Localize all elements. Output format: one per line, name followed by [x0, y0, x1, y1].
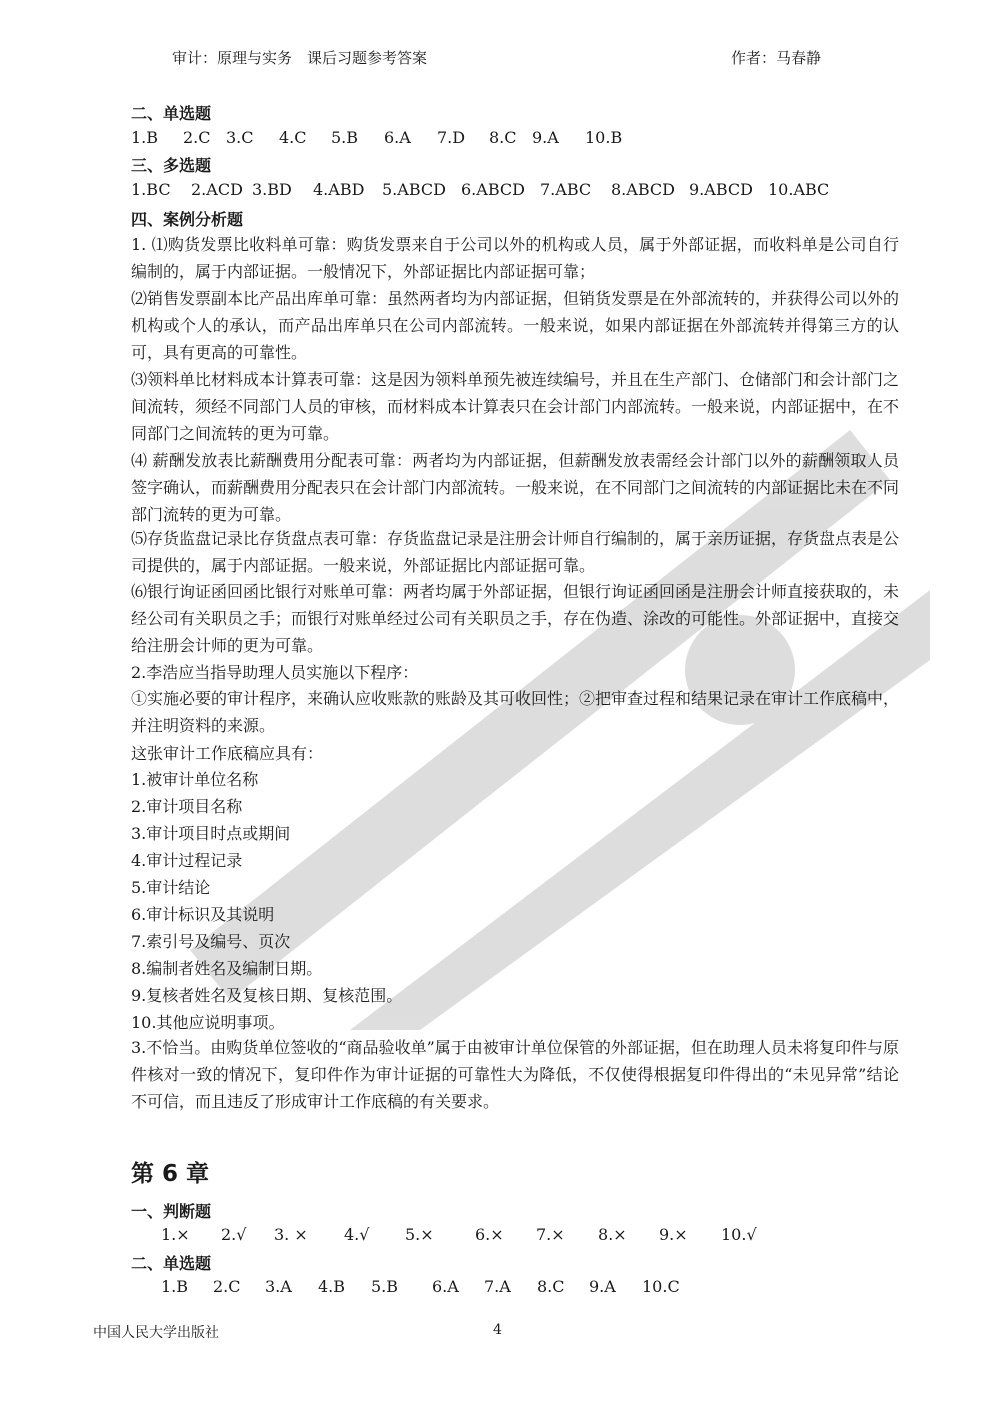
case-question-2-intro: 2.李浩应当指导助理人员实施以下程序：: [131, 663, 419, 682]
answer-item: 9.ABCD: [689, 180, 753, 199]
list-item: 4.审计过程记录: [131, 851, 243, 870]
answer-item: 3.BD: [252, 180, 292, 199]
footer-publisher: 中国人民大学出版社: [93, 1325, 219, 1341]
answer-item: 2.C: [183, 128, 211, 147]
section-heading-single-choice: 二、单选题: [131, 104, 212, 123]
answer-item: 7.A: [484, 1277, 511, 1296]
answer-item: 8.×: [598, 1225, 627, 1244]
answer-item: 1.B: [131, 128, 159, 147]
page-header-author: 作者：马春静: [731, 49, 822, 67]
answer-item: 3.A: [265, 1277, 292, 1296]
answer-item: 7.×: [536, 1225, 565, 1244]
page-header-title: 审计：原理与实务 课后习题参考答案: [172, 49, 428, 67]
answer-item: 3.C: [226, 128, 254, 147]
chapter-title: 第 6 章: [131, 1161, 210, 1187]
answer-item: 10.C: [642, 1277, 680, 1296]
answer-item: 1.×: [161, 1225, 190, 1244]
list-item: 8.编制者姓名及编制日期。: [131, 959, 323, 978]
answer-item: 1.BC: [131, 180, 171, 199]
list-item: 2.审计项目名称: [131, 797, 243, 816]
answer-item: 3. ×: [274, 1225, 308, 1244]
answer-item: 4.C: [279, 128, 307, 147]
section-heading-case-analysis: 四、案例分析题: [131, 210, 244, 229]
answer-item: 5.ABCD: [382, 180, 446, 199]
answer-item: 10.√: [721, 1225, 757, 1244]
answer-item: 8.C: [537, 1277, 565, 1296]
list-item: 6.审计标识及其说明: [131, 905, 275, 924]
section-heading-single-choice-ch6: 二、单选题: [131, 1254, 212, 1273]
answer-item: 9.A: [589, 1277, 616, 1296]
list-item: 10.其他应说明事项。: [131, 1013, 285, 1032]
answer-item: 7.D: [437, 128, 466, 147]
answer-item: 10.ABC: [768, 180, 830, 199]
list-item: 1.被审计单位名称: [131, 770, 259, 789]
answer-item: 2.C: [213, 1277, 241, 1296]
case-paragraph-6: ⑹银行询证函回函比银行对账单可靠：两者均属于外部证据，但银行询证函回函是注册会计师直接获取的，未经公司有关职员之手；而银行对账单经过公司有关职员之手，存在伪造、涂改的可能性。外部证据中，直接交给注册会计师的更为可靠。: [131, 582, 900, 655]
answer-item: 9.A: [532, 128, 559, 147]
case-question-2-procedures: ①实施必要的审计程序，来确认应收账款的账龄及其可收回性；②把审查过程和结果记录在审计工作底稿中，并注明资料的来源。: [131, 689, 900, 735]
answer-item: 5.B: [331, 128, 359, 147]
workpaper-elements-intro: 这张审计工作底稿应具有：: [131, 744, 324, 763]
answer-item: 10.B: [585, 128, 623, 147]
list-item: 9.复核者姓名及复核日期、复核范围。: [131, 986, 403, 1005]
case-paragraph-4: ⑷ 薪酬发放表比薪酬费用分配表可靠：两者均为内部证据，但薪酬发放表需经会计部门以外的薪酬领取人员签字确认，而薪酬费用分配表只在会计部门内部流转。一般来说，在不同部门之间流转的内部证据比未在不同部门流转的更为可靠。: [131, 451, 900, 524]
answer-item: 6.A: [432, 1277, 459, 1296]
case-paragraph-2: ⑵销售发票副本比产品出库单可靠：虽然两者均为内部证据，但销货发票是在外部流转的，并获得公司以外的机构或个人的承认，而产品出库单只在公司内部流转。一般来说，如果内部证据在外部流转并得第三方的认可，具有更高的可靠性。: [131, 289, 900, 362]
answer-item: 5.×: [405, 1225, 434, 1244]
answer-item: 8.C: [489, 128, 517, 147]
list-item: 5.审计结论: [131, 878, 211, 897]
section-heading-true-false: 一、判断题: [131, 1202, 212, 1221]
answer-item: 2.√: [221, 1225, 247, 1244]
page-number: 4: [493, 1322, 502, 1338]
list-item: 3.审计项目时点或期间: [131, 824, 291, 843]
answer-item: 9.×: [659, 1225, 688, 1244]
answer-item: 4.ABD: [313, 180, 365, 199]
answer-item: 5.B: [371, 1277, 399, 1296]
case-question-3-answer: 3.不恰当。由购货单位签收的“商品验收单”属于由被审计单位保管的外部证据，但在助理人员未将复印件与原件核对一致的情况下，复印件作为审计证据的可靠性大为降低，不仅使得根据复印件得出的“未见异常”结论不可信，而且违反了形成审计工作底稿的有关要求。: [131, 1038, 899, 1111]
case-paragraph-5: ⑸存货监盘记录比存货盘点表可靠：存货监盘记录是注册会计师自行编制的，属于亲历证据，存货盘点表是公司提供的，属于内部证据。一般来说，外部证据比内部证据可靠。: [131, 529, 900, 575]
answer-item: 8.ABCD: [611, 180, 675, 199]
answer-item: 4.√: [344, 1225, 370, 1244]
answer-item: 1.B: [161, 1277, 189, 1296]
case-paragraph-3: ⑶领料单比材料成本计算表可靠：这是因为领料单预先被连续编号，并且在生产部门、仓储部门和会计部门之间流转，须经不同部门人员的审核，而材料成本计算表只在会计部门内部流转。一般来说，内部证据中，在不同部门之间流转的更为可靠。: [131, 370, 900, 443]
section-heading-multiple-choice: 三、多选题: [131, 156, 212, 175]
answer-item: 4.B: [318, 1277, 346, 1296]
case-paragraph-1: 1. ⑴购货发票比收料单可靠：购货发票来自于公司以外的机构或人员，属于外部证据，而收料单是公司自行编制的，属于内部证据。一般情况下，外部证据比内部证据可靠；: [131, 235, 899, 281]
answer-item: 2.ACD: [191, 180, 243, 199]
answer-item: 7.ABC: [540, 180, 592, 199]
answer-item: 6.×: [475, 1225, 504, 1244]
answer-item: 6.ABCD: [461, 180, 525, 199]
answer-item: 6.A: [384, 128, 411, 147]
list-item: 7.索引号及编号、页次: [131, 932, 291, 951]
